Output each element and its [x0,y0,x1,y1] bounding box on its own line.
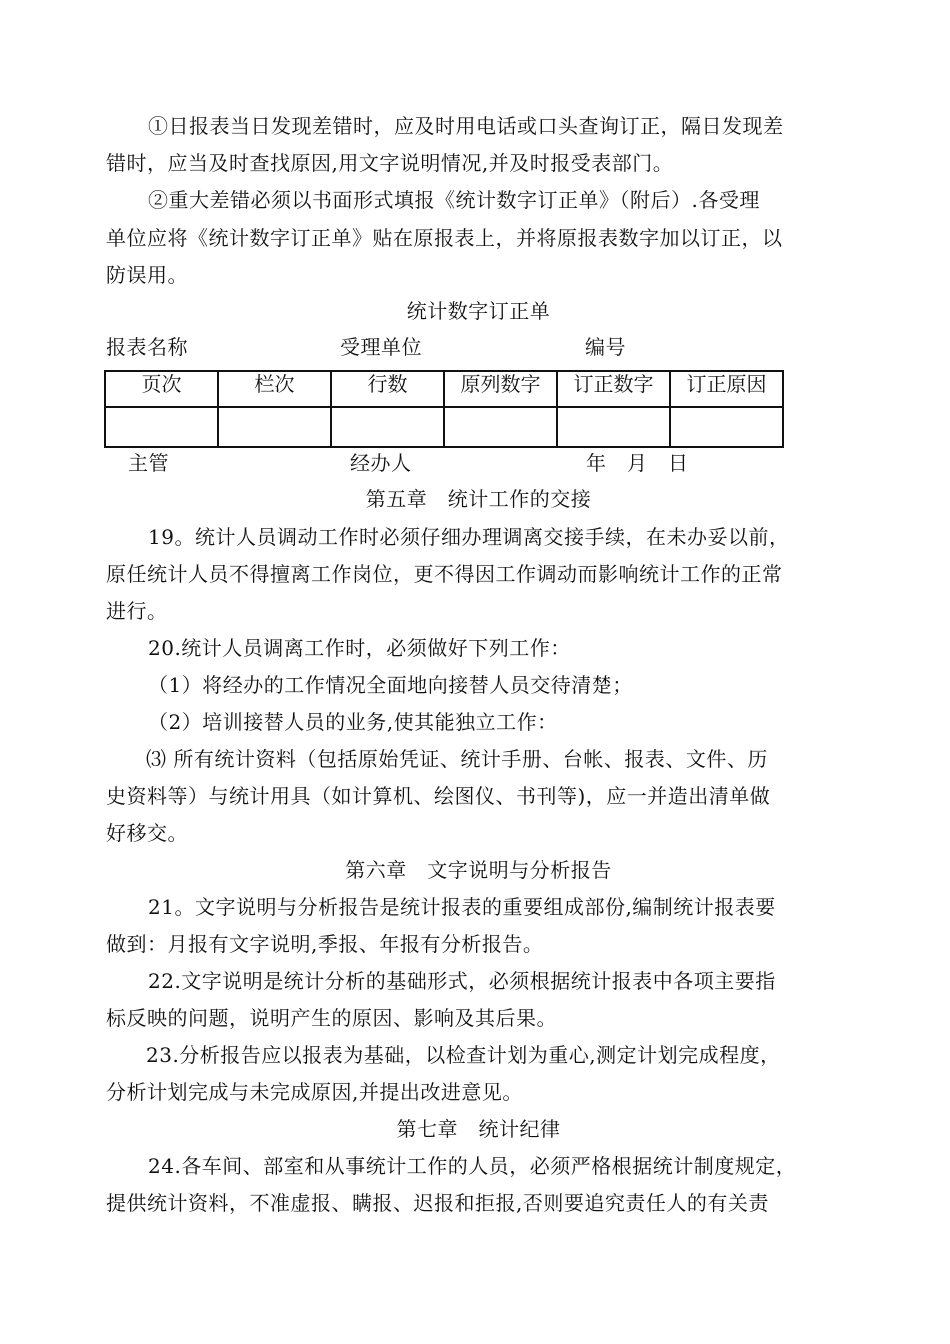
paragraph-2-line-1: ②重大差错必须以书面形式填报《统计数字订正单》（附后）.各受理 [148,188,760,212]
article-22-line-1: 22.文字说明是统计分析的基础形式，必须根据统计报表中各项主要指 [148,969,776,993]
corrected-number-cell [557,407,670,447]
number-label: 编号 [585,335,626,359]
form-entry-row [105,407,783,447]
article-20-item-2: （2）培训接替人员的业务,使其能独立工作： [148,710,558,734]
article-20: 20.统计人员调离工作时，必须做好下列工作： [148,636,571,660]
column-cell [218,407,331,447]
report-name-label: 报表名称 [106,335,188,359]
row-cell [331,407,444,447]
col-correction-reason-header: 订正原因 [670,371,783,407]
article-19-line-1: 19。统计人员调动工作时必须仔细办理调离交接手续，在未办妥以前， [148,525,790,549]
article-22-line-2: 标反映的问题，说明产生的原因、影响及其后果。 [106,1006,557,1030]
paragraph-1-line-2: 错时，应当及时查找原因,用文字说明情况,并及时报受表部门。 [106,151,674,175]
article-20-item-3-line-1: ⑶ 所有统计资料（包括原始凭证、统计手册、台帐、报表、文件、历 [146,747,768,771]
article-20-item-1: （1）将经办的工作情况全面地向接替人员交待清楚； [148,673,633,697]
form-title: 统计数字订正单 [406,299,551,323]
article-21-line-1: 21。文字说明与分析报告是统计报表的重要组成部份,编制统计报表要 [148,895,776,919]
paragraph-1-line-1: ①日报表当日发现差错时，应及时用电话或口头查询订正，隔日发现差 [148,114,784,138]
article-21-line-2: 做到：月报有文字说明,季报、年报有分析报告。 [106,932,544,956]
supervisor-label: 主管 [128,451,169,475]
article-24-line-1: 24.各车间、部室和从事统计工作的人员，必须严格根据统计制度规定， [148,1154,797,1178]
col-column-header: 栏次 [218,371,331,407]
paragraph-2-line-3: 防误用。 [106,263,188,287]
col-page-header: 页次 [105,371,218,407]
col-corrected-number-header: 订正数字 [557,371,670,407]
form-header-row [105,371,783,407]
chapter-7-title: 第七章 统计纪律 [396,1117,561,1141]
article-23-line-2: 分析计划完成与未完成原因,并提出改进意见。 [106,1080,523,1104]
col-original-number-header: 原列数字 [444,371,557,407]
chapter-6-title: 第六章 文字说明与分析报告 [345,858,612,882]
correction-reason-cell [670,407,783,447]
article-24-line-2: 提供统计资料，不准虚报、瞒报、迟报和拒报,否则要追究责任人的有关责 [106,1191,769,1215]
chapter-5-title: 第五章 统计工作的交接 [365,487,592,511]
article-19-line-3: 进行。 [106,599,168,623]
col-row-header: 行数 [331,371,444,407]
date-label: 年 月 日 [586,451,689,475]
original-number-cell [444,407,557,447]
page-cell [105,407,218,447]
article-23-line-1: 23.分析报告应以报表为基础，以检查计划为重心,测定计划完成程度， [146,1043,781,1067]
paragraph-2-line-2: 单位应将《统计数字订正单》贴在原报表上，并将原报表数字加以订正，以 [106,226,783,250]
article-19-line-2: 原任统计人员不得擅离工作岗位，更不得因工作调动而影响统计工作的正常 [106,562,783,586]
article-20-item-3-line-3: 好移交。 [106,821,188,845]
handler-label: 经办人 [350,451,412,475]
correction-form-table [104,370,784,448]
receiving-unit-label: 受理单位 [340,335,422,359]
article-20-item-3-line-2: 史资料等）与统计用具（如计算机、绘图仪、书刊等)，应一并造出清单做 [106,784,771,808]
